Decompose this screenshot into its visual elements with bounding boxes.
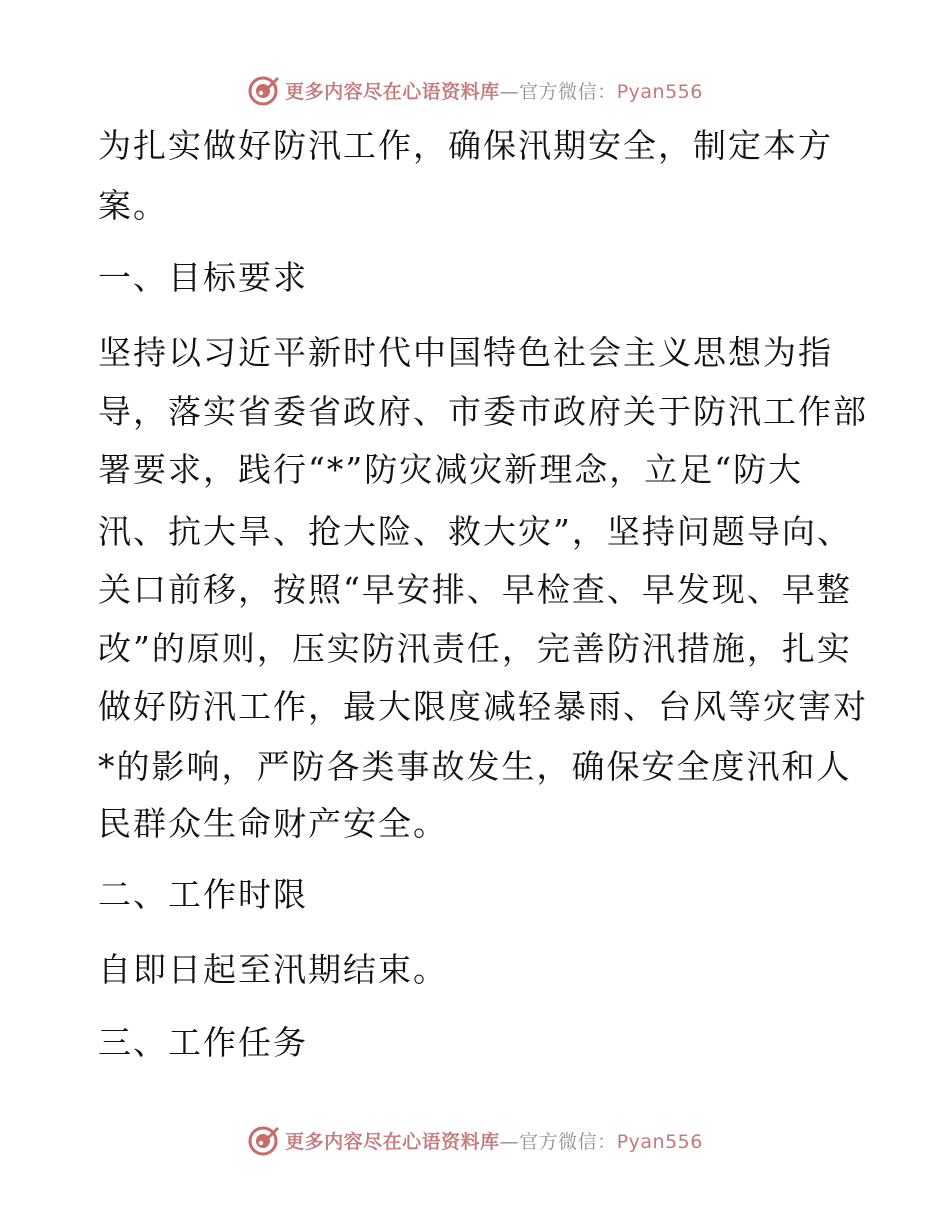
pen-nib-logo-icon [247,73,281,107]
watermark-footer [0,1120,950,1160]
paragraph-line: 导，落实省委省政府、市委市政府关于防汛工作部 [98,392,868,431]
watermark-header [0,70,950,110]
paragraph-line: 民群众生命财产安全。 [98,804,448,843]
timeframe-text: 自即日起至汛期结束。 [98,950,448,989]
section-heading-tasks: 三、工作任务 [98,1023,308,1062]
section-heading-timeframe: 二、工作时限 [98,875,308,914]
watermark-id-text: Pyan556 [616,80,703,103]
paragraph-line: 做好防汛工作，最大限度减轻暴雨、台风等灾害对 [98,687,868,726]
pen-nib-logo-icon [247,1123,281,1157]
watermark-text [285,77,703,104]
section-heading-goals: 一、目标要求 [98,258,308,297]
watermark-text [285,1127,703,1154]
intro-line: 案。 [98,186,168,225]
paragraph-line: 坚持以习近平新时代中国特色社会主义思想为指 [98,333,833,372]
watermark-main-text: 更多内容尽在心语资料库 [285,80,500,103]
watermark-id-text: Pyan556 [616,1130,703,1153]
paragraph-line: 署要求，践行“*”防灾减灾新理念，立足“防大 [98,450,804,489]
intro-line: 为扎实做好防汛工作，确保汛期安全，制定本方 [98,126,833,165]
watermark-main-text: 更多内容尽在心语资料库 [285,1130,500,1153]
watermark-side-text: —官方微信： [499,80,617,103]
paragraph-line: 改”的原则，压实防汛责任，完善防汛措施，扎实 [98,629,852,668]
paragraph-line: 关口前移，按照“早安排、早检查、早发现、早整 [98,570,852,609]
watermark-side-text: —官方微信： [499,1130,617,1153]
paragraph-line: 汛、抗大旱、抢大险、救大灾”，坚持问题导向、 [98,512,852,551]
paragraph-line: *的影响，严防各类事故发生，确保安全度汛和人 [98,747,852,786]
